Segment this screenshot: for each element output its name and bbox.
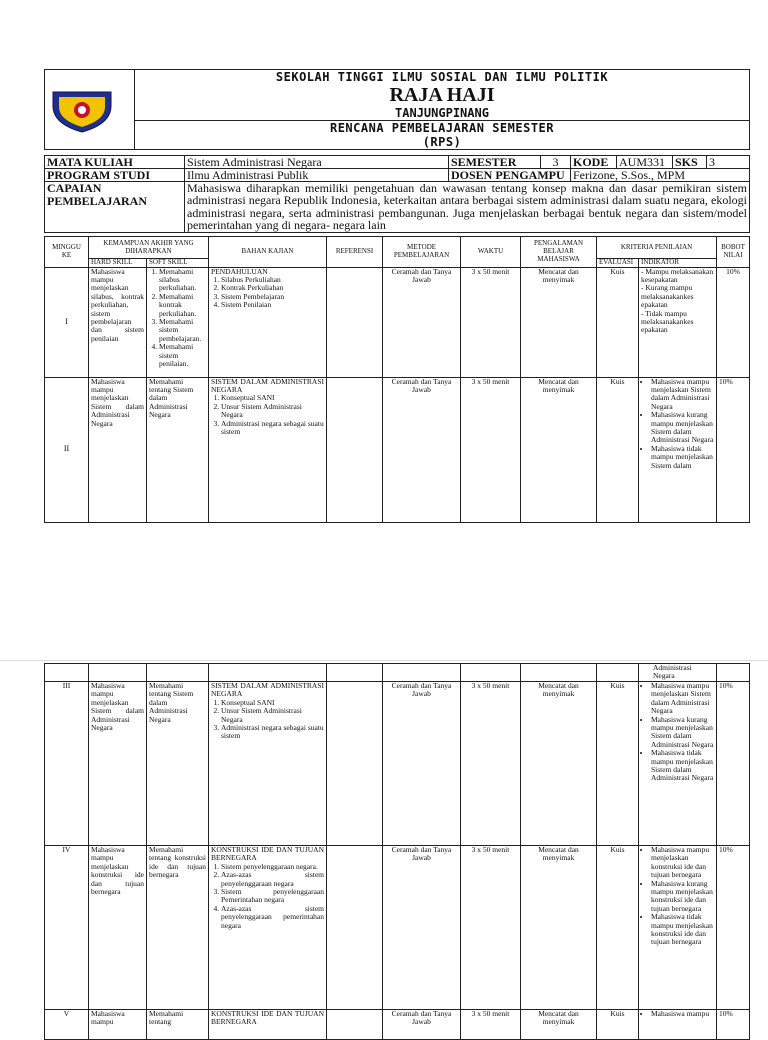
list-item: 1. Memahami silabus perkuliahan.: [159, 268, 206, 293]
semester-label: SEMESTER: [451, 155, 517, 169]
capaian-value: Mahasiswa diharapkan memiliki pengetahuan dan wawasan tentang konsep makna dan dasar pemikiran sistem administrasi negara Republik Indonesia, keterkaitan antara berbagai sistem administrasi dalam suatu negara, ekologi administrasi negara, serta administrasi pembangunan. Juga menjelaskan berbagai bentuk negara dan sistem/model pemerintahan yang di negara- negara lain: [185, 182, 750, 233]
bahan-kajian: [209, 846, 327, 1010]
week-number: II: [45, 377, 89, 522]
list-item: 3. Sistem Pembelajaran: [221, 293, 324, 301]
table-row: [45, 1010, 750, 1040]
soft-skill: [147, 267, 209, 377]
waktu: 3 x 50 menit: [461, 377, 521, 522]
hard-skill: Mahasiswa mampu: [89, 1010, 147, 1040]
list-item: • Mahasiswa mampu menjelaskan Sistem dalam Administrasi Negara: [651, 682, 714, 716]
mata-kuliah-value: Sistem Administrasi Negara: [185, 156, 449, 169]
indikator: [639, 846, 717, 1010]
list-item: - Mampu melaksanakan kesepakatan: [641, 268, 714, 285]
pengalaman: Mencatat dan menyimak: [521, 377, 597, 522]
list-item: • Mahasiswa kurang mampu menjelaskan Sistem dalam Administrasi Negara: [651, 716, 714, 750]
semester-value: 3: [541, 156, 571, 169]
bahan-title: SISTEM DALAM ADMINISTRASI NEGARA: [211, 681, 324, 699]
list-item: 4. Memahami sistem penilaian.: [159, 343, 206, 368]
rps-table-continued: [44, 663, 750, 1040]
list-item: 2. Memahami kontrak perkuliahan.: [159, 293, 206, 318]
soft-skill: Memahami tentang Sistem dalam Administrasi Negara: [147, 682, 209, 846]
table-row: [45, 682, 750, 846]
evaluasi: Kuis: [597, 682, 639, 846]
col-kemampuan: KEMAMPUAN AKHIR YANG DIHARAPKAN: [89, 237, 209, 259]
week-number: V: [45, 1010, 89, 1040]
bobot: 10%: [717, 377, 750, 522]
institution-name: SEKOLAH TINGGI ILMU SOSIAL DAN ILMU POLITIK: [135, 70, 750, 85]
col-kriteria: KRITERIA PENILAIAN: [597, 237, 717, 259]
soft-skill: Memahami tentang Sistem dalam Administrasi Negara: [147, 377, 209, 522]
list-item: • Mahasiswa kurang mampu menjelaskan konstruksi ide dan tujuan bernegara: [651, 880, 714, 914]
hard-skill: Mahasiswa mampu menjelaskan Sistem dalam Administrasi Negara: [89, 377, 147, 522]
list-item: 1. Silabus Perkuliahan: [221, 276, 324, 284]
header-table: [44, 69, 750, 150]
referensi: [327, 1010, 383, 1040]
list-item: 2. Kontrak Perkuliahan: [221, 284, 324, 292]
indikator: [639, 377, 717, 522]
sks-label: SKS: [675, 155, 698, 169]
list-item: 4. Azas-azas sistem penyelenggaraan pemerintahan negara: [221, 905, 324, 930]
bahan-kajian: [209, 377, 327, 522]
evaluasi: Kuis: [597, 846, 639, 1010]
institution-city: TANJUNGPINANG: [135, 106, 750, 121]
rps-table: [44, 236, 750, 523]
week-number: I: [45, 267, 89, 377]
bahan-title: SISTEM DALAM ADMINISTRASI NEGARA: [211, 376, 325, 394]
metode: Ceramah dan Tanya Jawab: [383, 267, 461, 377]
document-subtitle: (RPS): [135, 135, 750, 150]
evaluasi: Kuis: [597, 377, 639, 522]
pengalaman: Mencatat dan menyimak: [521, 682, 597, 846]
waktu: 3 x 50 menit: [461, 267, 521, 377]
indikator-carry-over: Administrasi Negara: [639, 664, 717, 682]
list-item: 3. Administrasi negara sebagai suatu sistem: [221, 420, 324, 437]
sks-value: 3: [707, 156, 750, 169]
indikator: [639, 1010, 717, 1040]
bahan-kajian: KONSTRUKSI IDE DAN TUJUAN BERNEGARA: [209, 1010, 327, 1040]
referensi: [327, 846, 383, 1010]
list-item: • Mahasiswa tidak mampu menjelaskan Sistem dalam Administrasi Negara: [651, 749, 714, 783]
list-item: • Mahasiswa mampu: [651, 1010, 714, 1018]
institution-logo-icon: [47, 86, 117, 134]
kode-label: KODE: [573, 155, 609, 169]
pengalaman: Mencatat dan menyimak: [521, 846, 597, 1010]
referensi: [327, 377, 383, 522]
list-item: - Kurang mampu melaksanakankes epakatan: [641, 284, 714, 309]
list-item: 1. Konseptual SANI: [221, 394, 324, 402]
list-item: • Mahasiswa kurang mampu menjelaskan Sistem dalam Administrasi Negara: [651, 411, 714, 445]
referensi: [327, 682, 383, 846]
table-row: [45, 846, 750, 1010]
bahan-title: PENDAHULUAN: [211, 266, 268, 276]
list-item: 2. Azas-azas sistem penyelenggaraan negara: [221, 871, 324, 888]
logo-cell: [45, 70, 135, 150]
course-info-table: [44, 155, 750, 233]
bahan-title: KONSTRUKSI IDE DAN TUJUAN BERNEGARA: [211, 845, 324, 863]
hard-skill: Mahasiswa mampu menjelaskan konstruksi ide dan tujuan bernegara: [89, 846, 147, 1010]
indikator: [639, 682, 717, 846]
list-item: • Mahasiswa tidak mampu menjelaskan konstruksi ide dan tujuan bernegara: [651, 913, 714, 947]
referensi: [327, 267, 383, 377]
pengalaman: Mencatat dan menyimak: [521, 1010, 597, 1040]
list-item: 3. Administrasi negara sebagai suatu sistem: [221, 724, 324, 741]
dosen-label: DOSEN PENGAMPU: [451, 168, 565, 182]
table-row: [45, 664, 750, 682]
metode: Ceramah dan Tanya Jawab: [383, 846, 461, 1010]
col-evaluasi: EVALUASI: [597, 259, 639, 268]
week-number: III: [45, 682, 89, 846]
evaluasi: Kuis: [597, 267, 639, 377]
page-2: [0, 660, 768, 1025]
waktu: 3 x 50 menit: [461, 682, 521, 846]
hard-skill: Mahasiswa mampu menjelaskan Sistem dalam Administrasi Negara: [89, 682, 147, 846]
week-number: IV: [45, 846, 89, 1010]
list-item: 2. Unsur Sistem Administrasi Negara: [221, 403, 324, 420]
bobot: 10%: [717, 846, 750, 1010]
bahan-kajian: [209, 682, 327, 846]
table-row: [45, 377, 750, 522]
waktu: 3 x 50 menit: [461, 1010, 521, 1040]
col-indikator: INDIKATOR: [639, 259, 717, 268]
list-item: • Mahasiswa mampu menjelaskan Sistem dalam Administrasi Negara: [651, 378, 714, 412]
bobot: 10%: [717, 1010, 750, 1040]
kode-value: AUM331: [617, 156, 673, 169]
metode: Ceramah dan Tanya Jawab: [383, 1010, 461, 1040]
bobot: 10%: [717, 267, 750, 377]
hard-skill: Mahasiswa mampu menjelaskan silabus, kontrak perkuliahan, sistem pembelajaran dan sistem penilaian: [89, 267, 147, 377]
list-item: • Mahasiswa tidak mampu menjelaskan Sistem dalam: [651, 445, 714, 470]
pengalaman: Mencatat dan menyimak: [521, 267, 597, 377]
list-item: 3. Memahami sistem pembelajaran.: [159, 318, 206, 343]
metode: Ceramah dan Tanya Jawab: [383, 682, 461, 846]
table-row: [45, 267, 750, 377]
col-metode: METODE PEMBELAJARAN: [383, 237, 461, 268]
col-pengalaman: PENGALAMAN BELAJAR MAHASISWA: [521, 237, 597, 268]
indikator: [639, 267, 717, 377]
list-item: • Mahasiswa mampu menjelaskan konstruksi ide dan tujuan bernegara: [651, 846, 714, 880]
institution-subname: RAJA HAJI: [135, 84, 750, 106]
bobot: 10%: [717, 682, 750, 846]
list-item: 4. Sistem Penilaian: [221, 301, 324, 309]
col-minggu: MINGGU KE: [45, 237, 89, 268]
mata-kuliah-label: MATA KULIAH: [47, 155, 133, 169]
col-hard: HARD SKILL: [89, 259, 147, 268]
col-referensi: REFERENSI: [327, 237, 383, 268]
list-item: 1. Konseptual SANI: [221, 699, 324, 707]
capaian-label: CAPAIAN PEMBELAJARAN: [45, 182, 185, 233]
list-item: - Tidak mampu melaksanakankes epakatan: [641, 310, 714, 335]
prodi-label: PROGRAM STUDI: [47, 168, 151, 182]
list-item: 3. Sistem penyelenggaraan Pemerintahan negara: [221, 888, 324, 905]
evaluasi: Kuis: [597, 1010, 639, 1040]
document-title: RENCANA PEMBELAJARAN SEMESTER: [135, 121, 750, 136]
soft-skill: Memahami tentang konstruksi ide dan tujuan bernegara: [147, 846, 209, 1010]
dosen-value: Ferizone, S.Sos., MPM: [571, 169, 750, 182]
prodi-value: Ilmu Administrasi Publik: [185, 169, 449, 182]
col-soft: SOFT SKILL: [147, 259, 209, 268]
col-bobot: BOBOT NILAI: [717, 237, 750, 268]
col-waktu: WAKTU: [461, 237, 521, 268]
list-item: 2. Unsur Sistem Administrasi Negara: [221, 707, 324, 724]
soft-skill: Memahami tentang: [147, 1010, 209, 1040]
waktu: 3 x 50 menit: [461, 846, 521, 1010]
list-item: 1. Sistem penyelenggaraan negara.: [221, 863, 324, 871]
bahan-kajian: [209, 267, 327, 377]
col-bahan: BAHAN KAJIAN: [209, 237, 327, 268]
metode: Ceramah dan Tanya Jawab: [383, 377, 461, 522]
